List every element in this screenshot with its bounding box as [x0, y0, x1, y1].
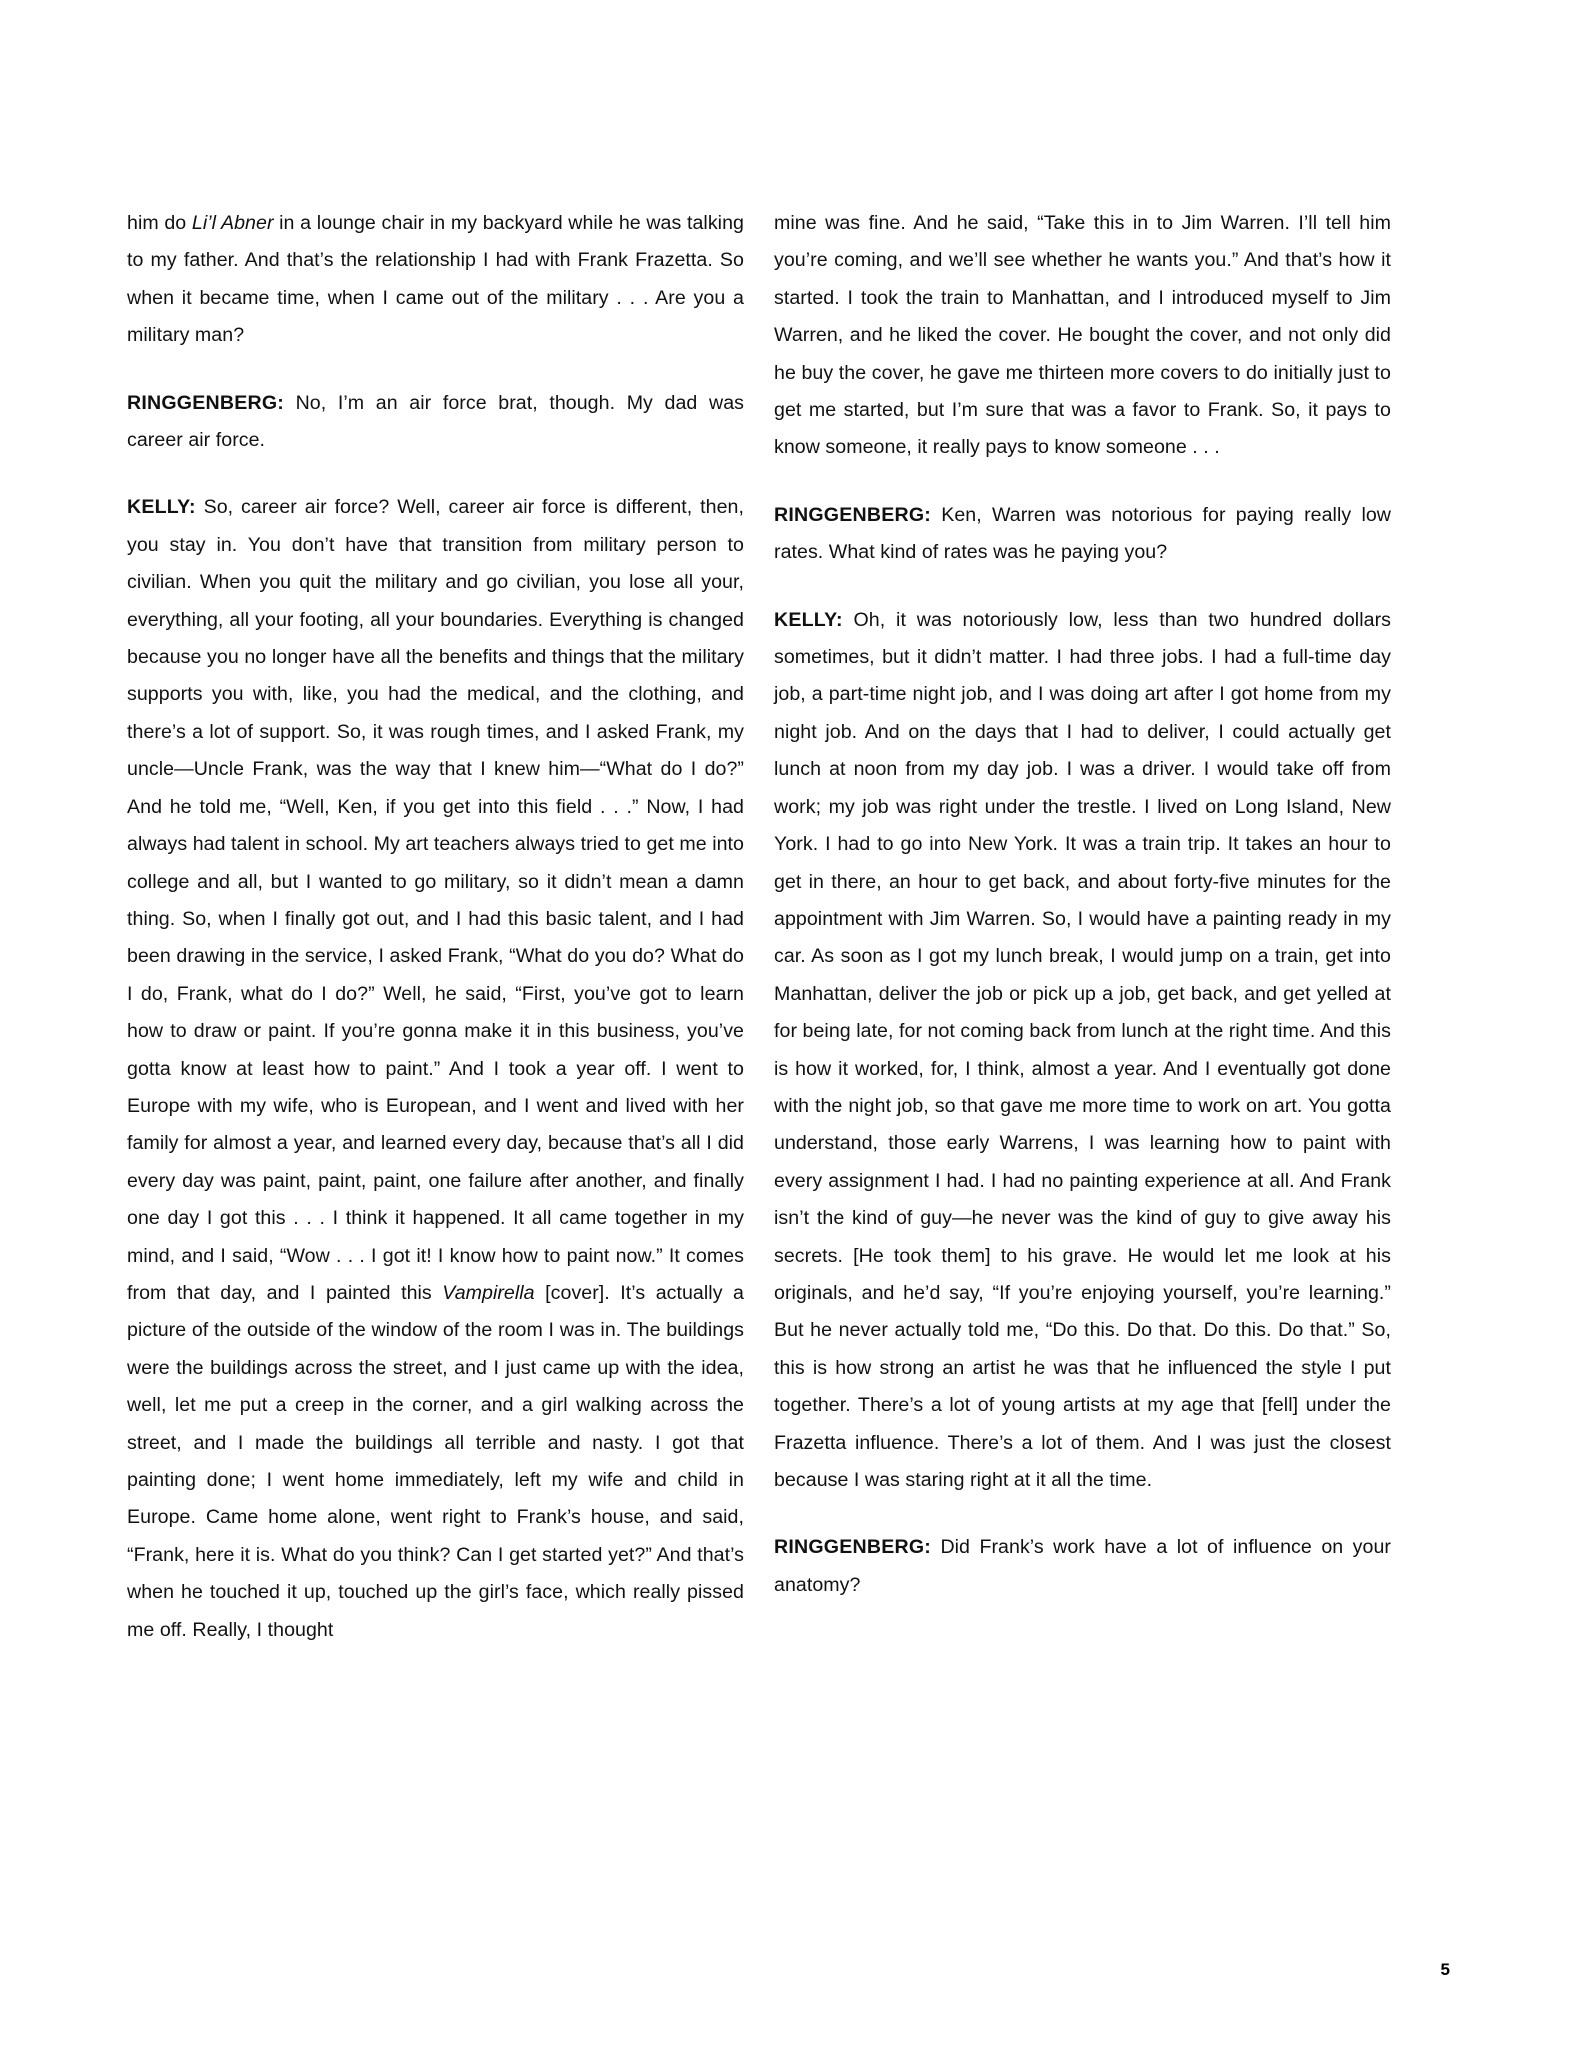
speaker-label: KELLY: — [774, 608, 843, 631]
speaker-label: RINGGENBERG: — [127, 391, 284, 414]
body-paragraph — [774, 602, 1391, 1500]
left-column — [127, 205, 744, 1649]
body-paragraph — [774, 497, 1391, 572]
italic-title: Vampirella — [442, 1281, 535, 1304]
two-column-body — [127, 205, 1450, 1875]
text-run: [cover]. It’s actually a picture of the outside of the window of the room I was in. The buildings were the buildings across the street, and I just came up with the idea, well, let me put a creep in the corner, and a girl walking across the street, and I made the buildings all terrible and nasty. I got that painting done; I went home immediately, left my wife and child in Europe. Came home alone, went right to Frank’s house, and said, “Frank, here it is. What do you think? Can I get started yet?” And that’s when he touched it up, touched up the girl’s face, which really pissed me off. Really, I thought — [127, 1281, 744, 1641]
text-run: Ken, Warren was notorious for paying really low rates. What kind of rates was he paying you? — [774, 503, 1391, 564]
text-run: mine was fine. And he said, “Take this in to Jim Warren. I’ll tell him you’re coming, and we’ll see whether he wants you.” And that’s how it started. I took the train to Manhattan, and I introduced myself to Jim Warren, and he liked the cover. He bought the cover, and not only did he buy the cover, he gave me thirteen more covers to do initially just to get me started, but I’m sure that was a favor to Frank. So, it pays to know someone, it really pays to know someone . . . — [774, 212, 1391, 459]
speaker-label: KELLY: — [127, 496, 196, 519]
body-paragraph — [127, 385, 744, 460]
text-run: in a lounge chair in my backyard while he was talking to my father. And that’s the relationship I had with Frank Frazetta. So when it became time, when I came out of the military . . . Are you a military man? — [127, 212, 744, 347]
body-paragraph — [127, 489, 744, 1649]
body-paragraph — [774, 1529, 1391, 1604]
body-paragraph — [127, 205, 744, 355]
speaker-label: RINGGENBERG: — [774, 1536, 931, 1559]
text-run: No, I’m an air force brat, though. My dad was career air force. — [127, 391, 744, 452]
text-run: Oh, it was notoriously low, less than two hundred dollars sometimes, but it didn’t matter. I had three jobs. I had a full-time day job, a part-time night job, and I was doing art after I got home from my night job. And on the days that I had to deliver, I could actually get lunch at noon from my day job. I was a driver. I would take off from work; my job was right under the trestle. I lived on Long Island, New York. I had to go into New York. It was a train trip. It takes an hour to get in there, an hour to get back, and about forty-five minutes for the appointment with Jim Warren. So, I would have a painting ready in my car. As soon as I got my lunch break, I would jump on a train, get into Manhattan, deliver the job or pick up a job, get back, and get yelled at for being late, for not coming back from lunch at the right time. And this is how it worked, for, I think, almost a year. And I eventually got done with the night job, so that gave me more time to work on art. You gotta understand, those early Warrens, I was learning how to paint with every assignment I had. I had no painting experience at all. And Frank isn’t the kind of guy—he never was the kind of guy to give away his secrets. [He took them] to his grave. He would let me look at his originals, and he’d say, “If you’re enjoying yourself, you’re learning.” But he never actually told me, “Do this. Do that. Do this. Do that.” So, this is how strong an artist he was that he influenced the style I put together. There’s a lot of young artists at my age that [fell] under the Frazetta influence. There’s a lot of them. And I was just the closest because I was staring right at it all the time. — [774, 608, 1391, 1491]
text-run: So, career air force? Well, career air force is different, then, you stay in. You don’t have that transition from military person to civilian. When you quit the military and go civilian, you lose all your, everything, all your footing, all your boundaries. Everything is changed because you no longer have all the benefits and things that the military supports you with, like, you had the medical, and the clothing, and there’s a lot of support. So, it was rough times, and I asked Frank, my uncle—Uncle Frank, was the way that I knew him—“What do I do?” And he told me, “Well, Ken, if you get into this field . . .” Now, I had always had talent in school. My art teachers always tried to get me into college and all, but I wanted to go military, so it didn’t mean a damn thing. So, when I finally got out, and I had this basic talent, and I had been drawing in the service, I asked Frank, “What do you do? What do I do, Frank, what do I do?” Well, he said, “First, you’ve got to learn how to draw or paint. If you’re gonna make it in this business, you’ve gotta know at least how to paint.” And I took a year off. I went to Europe with my wife, who is European, and I went and lived with her family for almost a year, and learned every day, because that’s all I did every day was paint, paint, paint, one failure after another, and finally one day I got this . . . I think it happened. It all came together in my mind, and I said, “Wow . . . I got it! I know how to paint now.” It comes from that day, and I painted this — [127, 496, 744, 1304]
text-run: Did Frank’s work have a lot of influence on your anatomy? — [774, 1536, 1391, 1596]
italic-title: Li’l Abner — [191, 212, 274, 234]
page-number: 5 — [1440, 1960, 1450, 1979]
right-column — [774, 205, 1391, 1604]
text-run: him do — [127, 212, 192, 234]
body-paragraph — [774, 205, 1391, 467]
speaker-label: RINGGENBERG: — [774, 503, 931, 526]
